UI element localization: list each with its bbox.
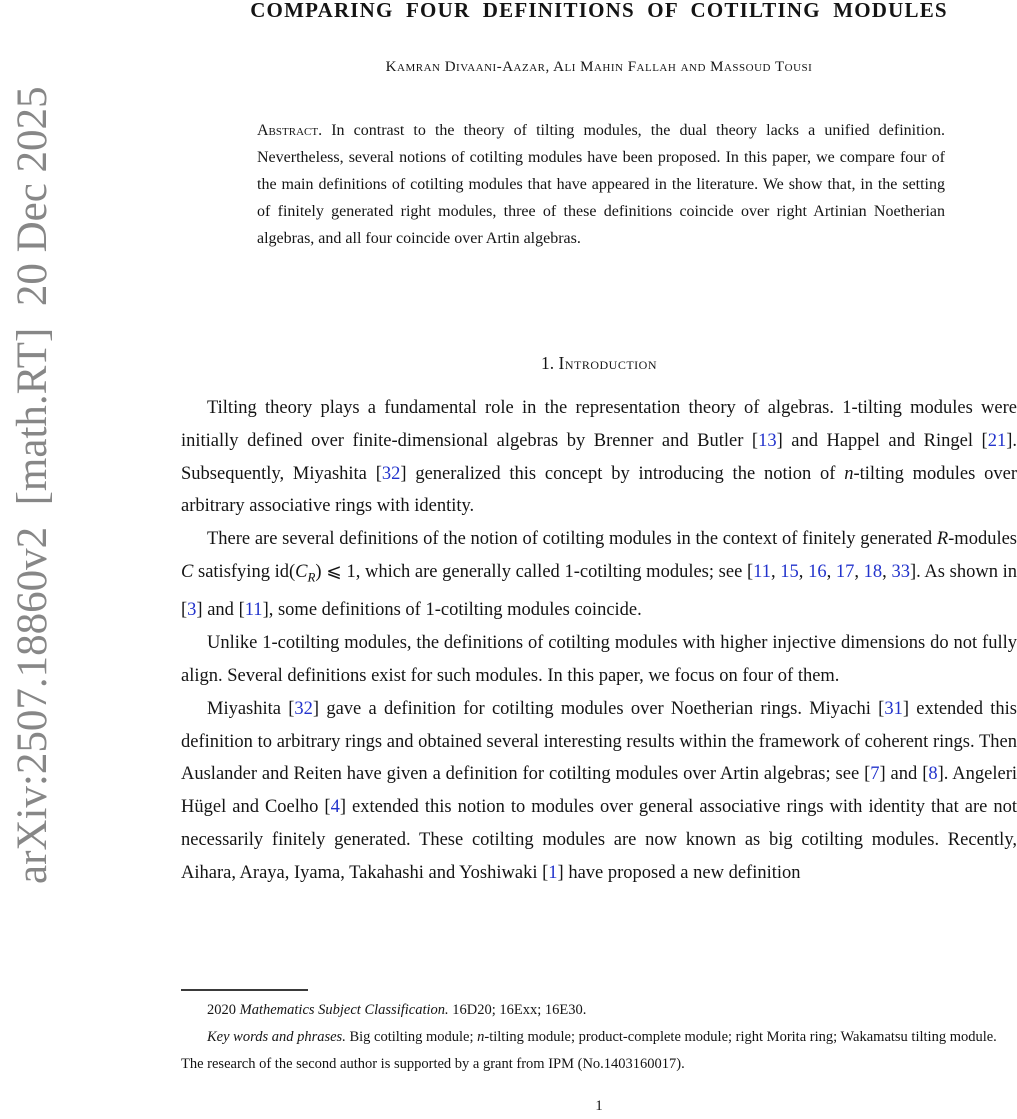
math-variable: C [181, 561, 194, 582]
body-paragraph: There are several definitions of the notion of cotilting modules in the context of finitely generated R-modules C satisfying $id(C_R)$ ⩽ 1, which are generally called 1-cotilting modules; see [11, 15, 16, 17, 18, 33]. As shown in [3] and [11], some definitions of 1-cotilting modules coincide. [181, 529, 1017, 621]
math-subscript: R [307, 569, 316, 585]
body-paragraph: Miyashita [32] gave a definition for cotilting modules over Noetherian rings. Miyachi [31] extended this definition to arbitrary rings and obtained several interesting results within the framework of coherent rings. Then Auslander and Reiten have given a definition for cotilting modules over Artin algebras; see [7] and [8]. Angeleri Hügel and Coelho [4] extended this notion to modules over general associative rings with identity that are not necessarily finitely generated. These cotilting modules are now known as big cotilting modules. Recently, Aihara, Araya, Iyama, Takahashi and Yoshiwaki [1] have proposed a new definition [181, 698, 1017, 883]
citation-link[interactable]: 11 [244, 600, 263, 621]
body-paragraph: Tilting theory plays a fundamental role in the representation theory of algebras. 1-tilting modules were initially defined over finite-dimensional algebras by Brenner and Butler [13] and Happel and Ringel [21]. Subsequently, Miyashita [32] generalized this concept by introducing the notion of n-tilting modules over arbitrary associative rings with identity. [181, 398, 1017, 517]
math-variable: n [477, 1029, 485, 1045]
math-symbol: ⩽ [326, 560, 342, 582]
citation-link[interactable]: 4 [330, 797, 340, 818]
footnote-item: The research of the second author is supported by a grant from IPM (No.1403160017). [181, 1056, 685, 1072]
citation-link[interactable]: 11 [753, 561, 771, 582]
section-number: 1. [541, 353, 555, 373]
math-variable: C [295, 561, 308, 582]
citation-link[interactable]: 16 [808, 561, 827, 582]
citation-link[interactable]: 8 [928, 764, 938, 785]
citation-link[interactable]: 33 [891, 561, 910, 582]
citation-link[interactable]: 1 [548, 862, 558, 883]
arxiv-stamp: arXiv:2507.18860v2 [math.RT] 20 Dec 2025 [9, 86, 56, 884]
math-variable: Mathematics Subject Classification. [239, 1002, 449, 1018]
section-heading [181, 353, 1017, 374]
citation-link[interactable]: 21 [987, 430, 1007, 451]
citation-link[interactable]: 7 [870, 764, 880, 785]
section-title: Introduction [558, 353, 657, 373]
math-variable: Key words and phrases. [207, 1029, 346, 1045]
citation-link[interactable]: 3 [187, 600, 197, 621]
abstract [257, 117, 945, 252]
citation-link[interactable]: 17 [835, 561, 855, 582]
introduction-body [181, 392, 1017, 890]
footnote-rule [181, 989, 308, 991]
citation-link[interactable]: 18 [863, 561, 883, 582]
paper-title: COMPARING FOUR DEFINITIONS OF COTILTING MODULES [250, 0, 948, 22]
citation-link[interactable]: 13 [758, 430, 777, 451]
footnote-item: 2020 Mathematics Subject Classification. 16D20; 16Exx; 16E30. [207, 1002, 587, 1018]
citation-link[interactable]: 15 [780, 561, 799, 582]
math-variable: R [936, 529, 949, 550]
footnote-item: Key words and phrases. Big cotilting module; n-tilting module; product-complete module; right Morita ring; Wakamatsu tilting module. [207, 1029, 997, 1045]
math-variable: n [844, 463, 854, 484]
page-number: 1 [595, 1098, 603, 1114]
abstract-label: Abstract. [257, 122, 323, 139]
abstract-text: In contrast to the theory of tilting modules, the dual theory lacks a unified definition. Nevertheless, several notions of cotilting modules have been proposed. In this paper, we compare four of the main definitions of cotilting modules that have appeared in the literature. We show that, in the setting of finitely generated right modules, three of these definitions coincide over right Artinian Noetherian algebras, and all four coincide over Artin algebras. [257, 122, 945, 247]
body-paragraph: Unlike 1-cotilting modules, the definitions of cotilting modules with higher injective dimensions do not fully align. Several definitions exist for such modules. In this paper, we focus on four of them. [181, 633, 1017, 687]
citation-link[interactable]: 32 [381, 463, 401, 484]
paper-authors: Kamran Divaani-Aazar, Ali Mahin Fallah and Massoud Tousi [385, 59, 813, 75]
citation-link[interactable]: 31 [884, 698, 903, 719]
footnotes [181, 997, 1017, 1078]
citation-link[interactable]: 32 [294, 698, 313, 719]
